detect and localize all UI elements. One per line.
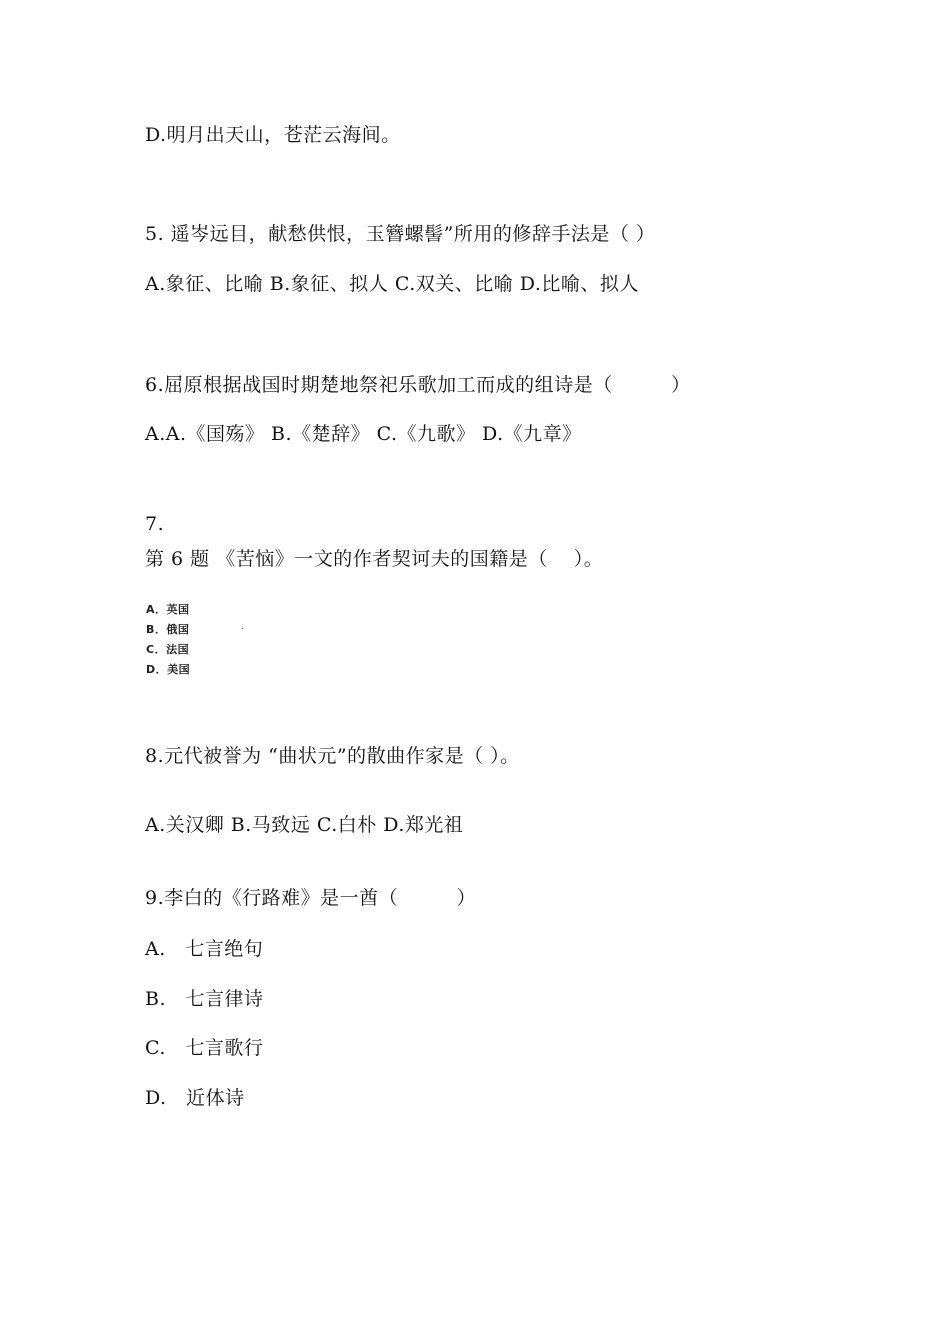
- q8-options: A.关汉卿 B.马致远 C.白朴 D.郑光祖: [145, 814, 464, 836]
- scan-speck: [242, 628, 243, 629]
- q4-option-d: D.明月出天山，苍茫云海间。: [145, 124, 401, 146]
- q7-image-option-b: B．俄国: [146, 623, 190, 636]
- q9-option-a: A. 七言绝句: [145, 938, 264, 960]
- q6-stem: 6.屈原根据战国时期楚地祭祀乐歌加工而成的组诗是（ ）: [145, 374, 691, 396]
- q9-option-c: C. 七言歌行: [145, 1037, 264, 1059]
- q7-image-option-c: C．法国: [146, 643, 190, 656]
- q8-stem: 8.元代被誉为 “曲状元”的散曲作家是（ ）。: [145, 745, 520, 767]
- q5-options: A.象征、比喻 B.象征、拟人 C.双关、比喻 D.比喻、拟人: [145, 273, 639, 295]
- q5-stem: 5. 遥岑远目，献愁供恨，玉簪螺髻”所用的修辞手法是（ ）: [145, 223, 656, 245]
- q7-number: 7.: [145, 513, 165, 535]
- q7-image-option-a: A．英国: [146, 603, 190, 616]
- q6-options: A.A.《国殇》 B.《楚辞》 C.《九歌》 D.《九章》: [145, 423, 582, 445]
- q7-stem: 第 6 题 《苦恼》一文的作者契诃夫的国籍是（ ）。: [145, 548, 604, 570]
- q7-options-image: [146, 600, 256, 678]
- q9-option-d: D. 近体诗: [145, 1087, 245, 1109]
- q7-image-option-d: D．美国: [146, 663, 191, 676]
- q9-option-b: B. 七言律诗: [145, 988, 264, 1010]
- q9-stem: 9.李白的《行路难》是一酋（ ）: [145, 887, 477, 909]
